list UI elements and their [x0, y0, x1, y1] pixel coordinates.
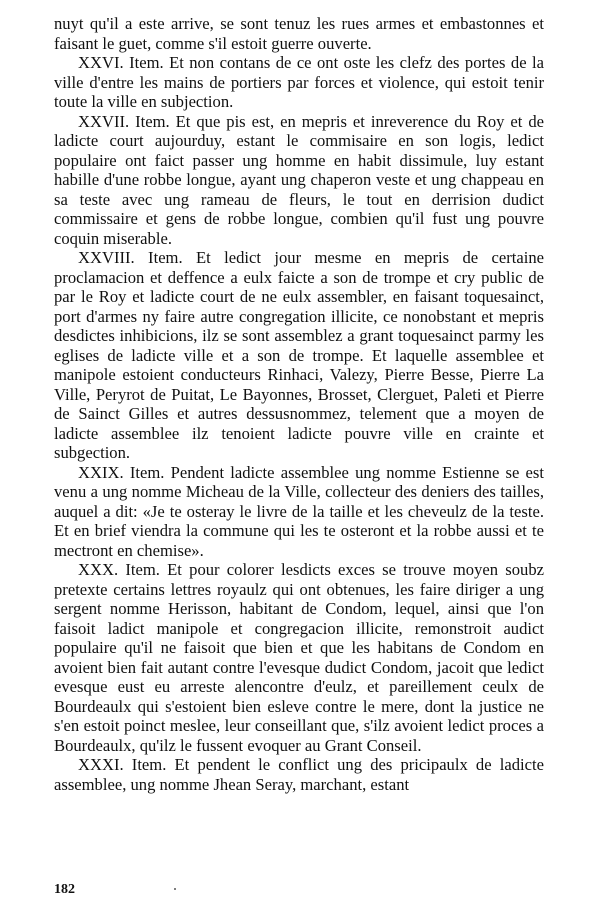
document-page	[54, 14, 544, 794]
paragraph-article-xxvii: XXVII. Item. Et que pis est, en mepris et inreverence du Roy et de ladicte court aujourduy, estant le commisaire en son logis, ledict populaire ont faict passer ung homme en habit dissimule, luy estant habille d'une robbe longue, ayant ung chaperon veste et ung chappeau en sa teste avec ung rameau de fleurs, le tout en derrision dudict commissaire et gens de robbe longue, combien qu'il fust ung pouvre coquin miserable.	[54, 111, 544, 248]
paragraph-continuation: nuyt qu'il a este arrive, se sont tenuz les rues armes et embastonnes et faisant le guet, comme s'il estoit guerre ouverte.	[54, 14, 544, 53]
print-speck	[174, 888, 176, 890]
paragraph-article-xxviii: XXVIII. Item. Et ledict jour mesme en mepris de certaine proclamacion et deffence a eulx faicte a son de trompe et cry public de par le Roy et ladicte court de ne eulx assembler, en faisant toquesainct, port d'armes ny faire autre congregation illicite, ce nonobstant et mepris desdictes inhibicions, ilz se sont assemblez a grant toquesainct parmy les eglises de ladicte ville et a son de trompe. Et laquelle assemblee et manipole estoient conducteurs Rinhaci, Valezy, Pierre Besse, Pierre La Ville, Peryrot de Puitat, Le Bayonnes, Brosset, Clerguet, Paleti et Pierre de Sainct Gilles et autres dessusnommez, telement que a moyen de ladicte assemblee ilz tenoient ladicte pouvre ville en crainte et subgection.	[54, 248, 544, 462]
page-number: 182	[54, 882, 75, 897]
paragraph-article-xxvi: XXVI. Item. Et non contans de ce ont oste les clefz des portes de la ville d'entre les mains de portiers par forces et violence, qui estoit tenir toute la ville en subjection.	[54, 53, 544, 111]
paragraph-article-xxix: XXIX. Item. Pendent ladicte assemblee ung nomme Estienne se est venu a ung nomme Micheau de la Ville, collecteur des deniers des tailles, auquel a dit: «Je te osteray le livre de la taille et les cheveulz de la teste. Et en brief viendra la commune qui les te osteront et la robbe aussi et te mectront en chemise».	[54, 462, 544, 560]
paragraph-article-xxx: XXX. Item. Et pour colorer lesdicts exces se trouve moyen soubz pretexte certains lettres royaulz qui ont obtenues, les faire diriger a ung sergent nomme Herisson, habitant de Condom, lequel, ainsi que l'on faisoit ladict manipole et congregacion illicite, remonstroit audict populaire qu'il ne faisoit que bien et que les habitans de Condom en avoient bien fait autant contre l'evesque dudict Condom, jacoit que ledict evesque eust eu arreste alencontre d'eulz, et pareillement ceulx de Bourdeaulx qui s'estoient bien esleve contre le mere, dont la justice ne s'en estoit poinct meslee, leur conseillant que, s'ilz avoient ledict proces a Bourdeaulx, qu'ilz le fussent evoquer au Grant Conseil.	[54, 560, 544, 755]
paragraph-article-xxxi: XXXI. Item. Et pendent le conflict ung des pricipaulx de ladicte assemblee, ung nomme Jhean Seray, marchant, estant	[54, 755, 544, 794]
